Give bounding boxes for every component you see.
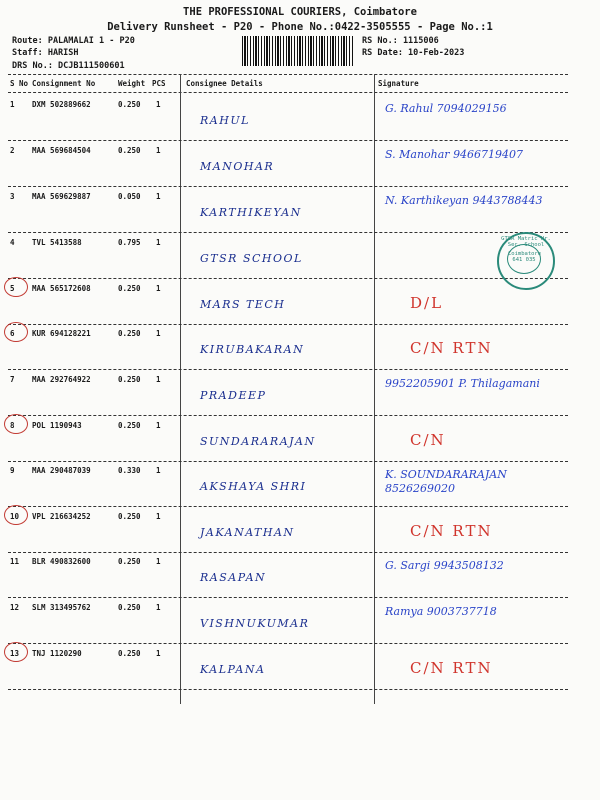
col-consignment: Consignment No: [32, 79, 96, 88]
consignee-name: MARS TECH: [200, 298, 286, 311]
table-header: [8, 77, 568, 91]
cell-sno: 6: [10, 329, 15, 338]
cell-consignment-no: VPL 216634252: [32, 512, 91, 521]
table-top-rule: [8, 74, 568, 75]
barcode: [242, 36, 354, 66]
signature: Ramya 9003737718: [385, 605, 497, 618]
cell-pcs: 1: [156, 146, 161, 155]
consignee-name: RASAPAN: [200, 571, 267, 584]
cell-weight: 0.250: [118, 329, 141, 338]
cell-weight: 0.250: [118, 557, 141, 566]
cell-weight: 0.250: [118, 100, 141, 109]
consignee-name: JAKANATHAN: [200, 526, 295, 539]
red-circle-mark: [4, 322, 28, 342]
consignee-name: KALPANA: [200, 663, 266, 676]
cell-weight: 0.795: [118, 238, 141, 247]
cell-sno: 8: [10, 421, 15, 430]
cell-pcs: 1: [156, 603, 161, 612]
col-consignee: Consignee Details: [186, 79, 263, 88]
cell-consignment-no: SLM 313495762: [32, 603, 91, 612]
cell-consignment-no: MAA 290487039: [32, 466, 91, 475]
stamp-text: GTSR Matric Hr. Sec. School: [501, 236, 551, 248]
route-label: Route: PALAMALAI 1 - P20: [12, 36, 135, 46]
signature: C/N RTN: [410, 522, 493, 540]
staff-label: Staff: HARISH: [12, 48, 79, 58]
school-stamp: [497, 232, 555, 290]
cell-sno: 3: [10, 192, 15, 201]
cell-consignment-no: TVL 5413588: [32, 238, 82, 247]
cell-pcs: 1: [156, 421, 161, 430]
consignee-name: GTSR SCHOOL: [200, 252, 303, 265]
col-weight: Weight: [118, 79, 146, 88]
cell-weight: 0.050: [118, 192, 141, 201]
consignee-name: AKSHAYA SHRI: [200, 480, 307, 493]
cell-sno: 1: [10, 100, 15, 109]
cell-sno: 9: [10, 466, 15, 475]
row-separator: [8, 369, 568, 370]
cell-sno: 10: [10, 512, 20, 521]
cell-sno: 4: [10, 238, 15, 247]
cell-consignment-no: MAA 569684504: [32, 146, 91, 155]
page-title: THE PROFESSIONAL COURIERS, Coimbatore: [183, 6, 417, 18]
cell-consignment-no: MAA 569629887: [32, 192, 91, 201]
table-header-rule: [8, 92, 568, 93]
signature: N. Karthikeyan 9443788443: [385, 194, 543, 207]
signature: C/N RTN: [410, 659, 493, 677]
row-separator: [8, 506, 568, 507]
signature: C/N: [410, 431, 446, 449]
consignee-name: VISHNUKUMAR: [200, 617, 310, 630]
cell-pcs: 1: [156, 329, 161, 338]
consignee-name: KARTHIKEYAN: [200, 206, 302, 219]
signature: G. Sargi 9943508132: [385, 559, 504, 572]
row-separator: [8, 415, 568, 416]
cell-pcs: 1: [156, 557, 161, 566]
cell-consignment-no: DXM 502889662: [32, 100, 91, 109]
cell-pcs: 1: [156, 100, 161, 109]
cell-pcs: 1: [156, 512, 161, 521]
row-separator: [8, 643, 568, 644]
red-circle-mark: [4, 414, 28, 434]
col-pcs: PCS: [152, 79, 166, 88]
row-separator: [8, 689, 568, 690]
cell-consignment-no: BLR 490832600: [32, 557, 91, 566]
signature: K. SOUNDARARAJAN 8526269020: [385, 468, 507, 495]
cell-consignment-no: KUR 694128221: [32, 329, 91, 338]
cell-pcs: 1: [156, 284, 161, 293]
cell-sno: 5: [10, 284, 15, 293]
table-row: [8, 280, 568, 324]
row-separator: [8, 186, 568, 187]
cell-pcs: 1: [156, 192, 161, 201]
signature: D/L: [410, 294, 444, 312]
row-separator: [8, 597, 568, 598]
cell-weight: 0.250: [118, 146, 141, 155]
row-separator: [8, 140, 568, 141]
cell-consignment-no: MAA 292764922: [32, 375, 91, 384]
rs-date: RS Date: 10-Feb-2023: [362, 48, 465, 58]
row-separator: [8, 278, 568, 279]
page-subtitle: Delivery Runsheet - P20 - Phone No.:0422-3505555 - Page No.:1: [107, 21, 493, 33]
consignee-name: SUNDARARAJAN: [200, 435, 316, 448]
red-circle-mark: [4, 505, 28, 525]
consignee-name: MANOHAR: [200, 160, 275, 173]
consignee-name: RAHUL: [200, 114, 250, 127]
row-separator: [8, 232, 568, 233]
cell-weight: 0.250: [118, 284, 141, 293]
signature: C/N RTN: [410, 339, 493, 357]
signature: 9952205901 P. Thilagamani: [385, 377, 540, 390]
consignee-name: KIRUBAKARAN: [200, 343, 305, 356]
consignee-name: PRADEEP: [200, 389, 267, 402]
drs-number: DRS No.: DCJB111500601: [12, 61, 125, 71]
cell-consignment-no: TNJ 1120290: [32, 649, 82, 658]
cell-consignment-no: POL 1190943: [32, 421, 82, 430]
col-sno: S No: [10, 79, 29, 88]
red-circle-mark: [4, 642, 28, 662]
cell-sno: 12: [10, 603, 20, 612]
cell-weight: 0.250: [118, 375, 141, 384]
cell-pcs: 1: [156, 375, 161, 384]
rs-number: RS No.: 1115006: [362, 36, 439, 46]
cell-pcs: 1: [156, 238, 161, 247]
cell-sno: 2: [10, 146, 15, 155]
cell-weight: 0.330: [118, 466, 141, 475]
col-signature: Signature: [378, 79, 419, 88]
cell-sno: 11: [10, 557, 20, 566]
cell-sno: 13: [10, 649, 20, 658]
cell-sno: 7: [10, 375, 15, 384]
cell-weight: 0.250: [118, 649, 141, 658]
cell-pcs: 1: [156, 649, 161, 658]
red-circle-mark: [4, 277, 28, 297]
cell-pcs: 1: [156, 466, 161, 475]
cell-weight: 0.250: [118, 603, 141, 612]
signature: S. Manohar 9466719407: [385, 148, 524, 161]
cell-weight: 0.250: [118, 512, 141, 521]
cell-weight: 0.250: [118, 421, 141, 430]
stamp-text-inner: Coimbatore 641 035: [507, 244, 541, 274]
signature: G. Rahul 7094029156: [385, 102, 507, 115]
cell-consignment-no: MAA 565172608: [32, 284, 91, 293]
